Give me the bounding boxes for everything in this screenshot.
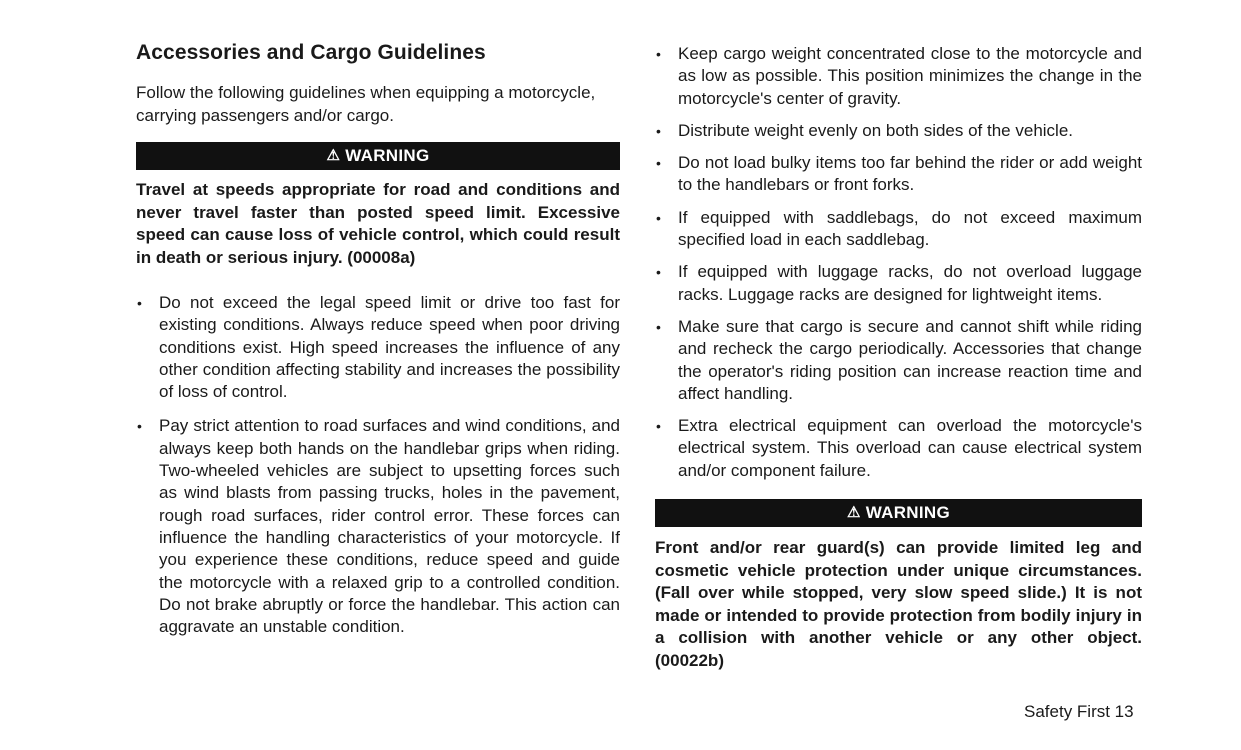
- list-item-text: Pay strict attention to road surfaces and wind conditions, and always keep both hands on the handlebar grips when riding. Two-wheeled vehicles are subject to upsetting forces such as wind blasts from passing trucks, holes in the pavement, rough road surfaces, rider control error. These forces can influence the handling characteristics of your motorcycle. If you experience these conditions, reduce speed and guide the motorcycle with a relaxed grip to a controlled condition. Do not brake abruptly or force the handlebar. This action can aggravate an unstable condition.: [159, 416, 620, 637]
- list-item-text: Extra electrical equipment can overload the motorcycle's electrical system. This overload can cause electrical system and/or component failure.: [678, 416, 1142, 480]
- list-item-text: Make sure that cargo is secure and cannot shift while riding and recheck the cargo periodically. Accessories that change the operator's riding position can increase reaction time and affect handling.: [678, 316, 1142, 403]
- bullet-icon: •: [656, 209, 661, 226]
- bullet-icon: •: [656, 155, 661, 172]
- list-item-text: Distribute weight evenly on both sides of the vehicle.: [678, 120, 1074, 140]
- intro-paragraph: Follow the following guidelines when equipping a motorcycle, carrying passengers and/or cargo.: [136, 83, 596, 125]
- page-footer: Safety First 13: [1024, 702, 1134, 721]
- list-item: [655, 152, 1142, 197]
- list-item: [655, 43, 1142, 110]
- list-item: [655, 120, 1142, 142]
- warning-banner: [655, 499, 1142, 527]
- bullet-icon: •: [656, 318, 661, 335]
- warning-label: WARNING: [865, 503, 950, 522]
- list-item-text: Do not load bulky items too far behind the rider or add weight to the handlebars or front forks.: [678, 153, 1142, 195]
- list-item: [136, 415, 620, 638]
- bullet-list: [136, 292, 620, 638]
- warning-text: Front and/or rear guard(s) can provide limited leg and cosmetic vehicle protection under unique circumstances. (Fall over while stopped, very slow speed slide.) It is not made or intended to provide protection from bodily injury in a collision with another vehicle or any other object. (00022b): [655, 538, 1142, 670]
- warning-triangle-icon: ⚠: [326, 147, 341, 164]
- bullet-icon: •: [137, 295, 142, 311]
- list-item: [655, 415, 1142, 482]
- warning-label: WARNING: [345, 146, 430, 165]
- list-item-text: Keep cargo weight concentrated close to the motorcycle and as low as possible. This position minimizes the change in the motorcycle's center of gravity.: [678, 44, 1142, 108]
- bullet-icon: •: [656, 122, 661, 139]
- warning-triangle-icon: ⚠: [846, 504, 861, 521]
- warning-banner: [136, 142, 620, 170]
- list-item-text: Do not exceed the legal speed limit or drive too fast for existing conditions. Always reduce speed when poor driving conditions exist. High speed increases the influence of any other condition affecting stability and increases the possibility of loss of control.: [159, 293, 620, 402]
- bullet-icon: •: [656, 46, 661, 62]
- bullet-icon: •: [656, 418, 661, 435]
- list-item: [136, 292, 620, 403]
- list-item: [655, 316, 1142, 405]
- list-item-text: If equipped with saddlebags, do not exceed maximum specified load in each saddlebag.: [678, 207, 1142, 250]
- warning-text: Travel at speeds appropriate for road and conditions and never travel faster than posted speed limit. Excessive speed can cause loss of vehicle control, which could result in death or serious injury. (00008a): [136, 180, 620, 267]
- bullet-list: [655, 43, 1142, 482]
- bullet-icon: •: [137, 418, 142, 435]
- list-item: [655, 207, 1142, 252]
- section-title: Accessories and Cargo Guidelines: [136, 41, 486, 64]
- list-item: [655, 261, 1142, 306]
- bullet-icon: •: [656, 264, 661, 281]
- list-item-text: If equipped with luggage racks, do not overload luggage racks. Luggage racks are designed for lightweight items.: [678, 262, 1142, 304]
